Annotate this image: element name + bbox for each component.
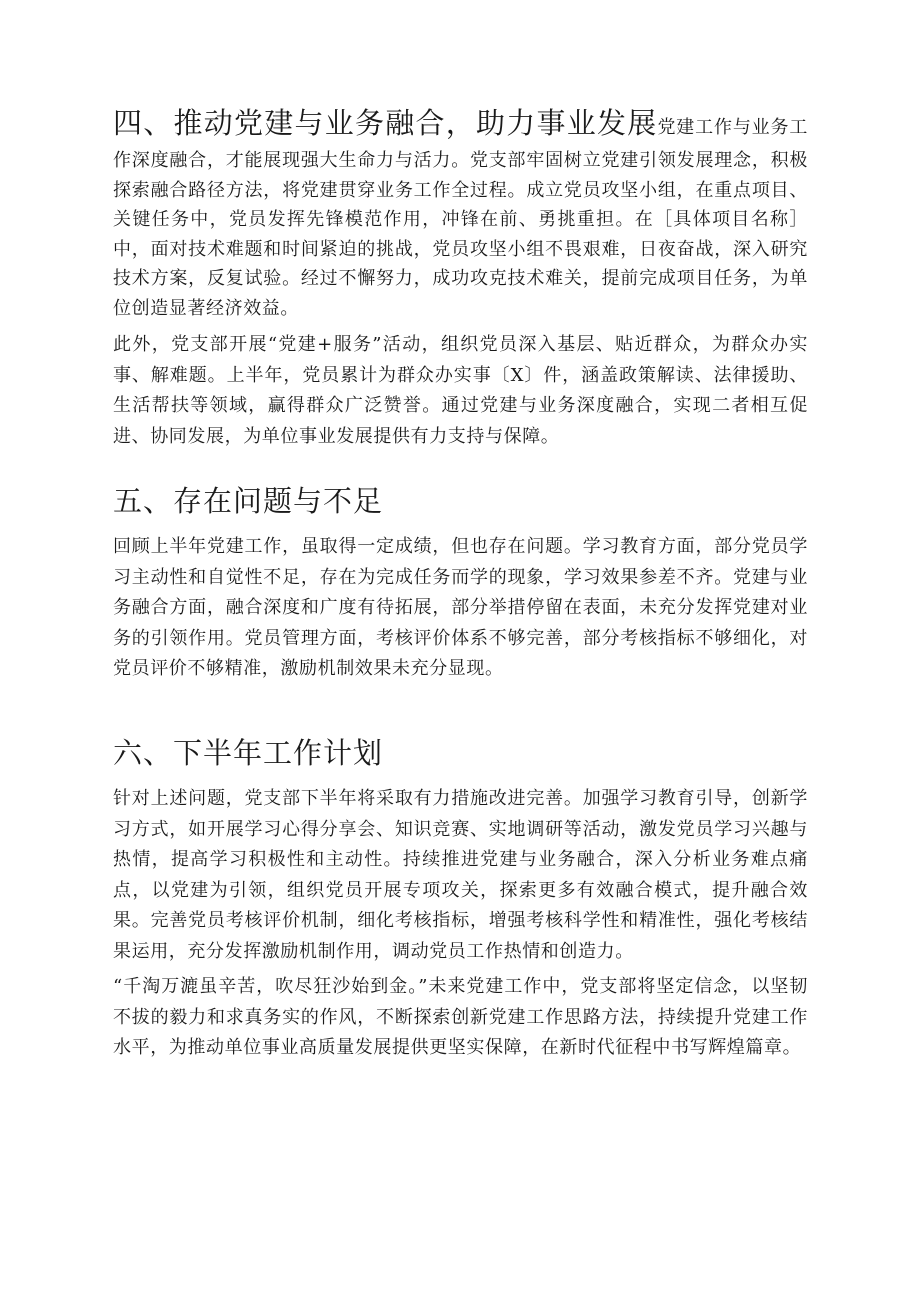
section-5-heading: 五、存在问题与不足 <box>113 484 384 518</box>
section-5-paragraph-1: 回顾上半年党建工作，虽取得一定成绩，但也存在问题。学习教育方面，部分党员学习主动性和自觉性不足，存在为完成任务而学的现象，学习效果参差不齐。党建与业务融合方面，融合深度和广度有待拓展，部分举措停留在表面，未充分发挥党建对业务的引领作用。党员管理方面，考核评价体系不够完善，部分考核指标不够细化，对党员评价不够精准，激励机制效果未充分显现。 <box>113 536 808 679</box>
section-4-paragraph-1 <box>113 100 808 323</box>
section-6-paragraph-1: 针对上述问题，党支部下半年将采取有力措施改进完善。加强学习教育引导，创新学习方式，如开展学习心得分享会、知识竞赛、实地调研等活动，激发党员学习兴趣与热情，提高学习积极性和主动性。持续推进党建与业务融合，深入分析业务难点痛点，以党建为引领，组织党员开展专项攻关，探索更多有效融合模式，提升融合效果。完善党员考核评价机制，细化考核指标，增强考核科学性和精准性，强化考核结果运用，充分发挥激励机制作用，调动党员工作热情和创造力。 <box>113 788 808 962</box>
section-4-paragraph-1-text: 党建工作与业务工作深度融合，才能展现强大生命力与活力。党支部牢固树立党建引领发展理念，积极探索融合路径方法，将党建贯穿业务工作全过程。成立党员攻坚小组，在重点项目、关键任务中，党员发挥先锋模范作用，冲锋在前、勇挑重担。在［具体项目名称］中，面对技术难题和时间紧迫的挑战，党员攻坚小组不畏艰难，日夜奋战，深入研究技术方案，反复试验。经过不懈努力，成功攻克技术难关，提前完成项目任务，为单位创造显著经济效益。 <box>113 117 808 319</box>
section-6-paragraph-2: “千淘万漉虽辛苦，吹尽狂沙始到金。”未来党建工作中，党支部将坚定信念，以坚韧不拔的毅力和求真务实的作风，不断探索创新党建工作思路方法，持续提升党建工作水平，为推动单位事业高质量发展提供更坚实保障，在新时代征程中书写辉煌篇章。 <box>113 976 808 1058</box>
section-6-heading: 六、下半年工作计划 <box>113 736 384 770</box>
section-4-heading: 四、推动党建与业务融合，助力事业发展 <box>113 106 658 140</box>
section-4 <box>113 100 808 323</box>
section-4-paragraph-2: 此外，党支部开展“党建+服务”活动，组织党员深入基层、贴近群众，为群众办实事、解难题。上半年，党员累计为群众办实事〔X〕件，涵盖政策解读、法律援助、生活帮扶等领域，赢得群众广泛赞誉。通过党建与业务深度融合，实现二者相互促进、协同发展，为单位事业发展提供有力支持与保障。 <box>113 334 808 447</box>
